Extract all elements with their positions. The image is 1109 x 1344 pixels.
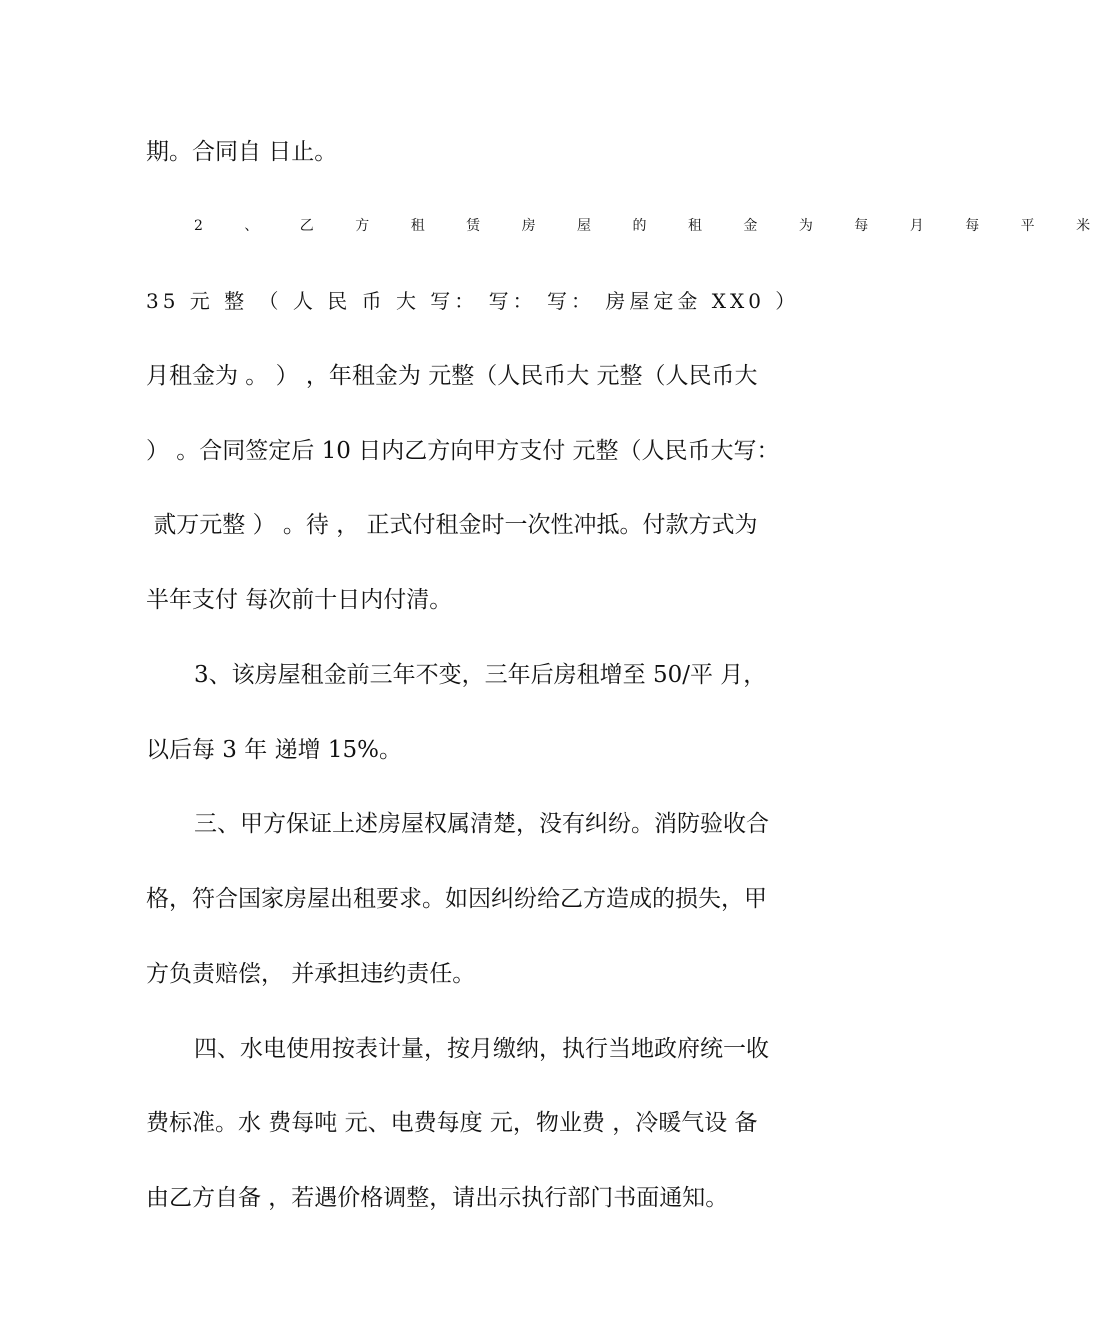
text-line: 2 、 乙 方 租 赁 房 屋 的 租 金 为 每 月 每 平 米 [194,218,1109,234]
text-line: 由乙方自备 ，若遇价格调整，请出示执行部门书面通知。 [146,1185,729,1211]
text-line: 以后每 3 年 递增 15%。 [146,737,402,763]
text-line: 35 元 整 （ 人 民 币 大 写： 写： 写： 房屋定金 XX0 ） [146,289,800,313]
text-line: 月租金为 。 ） ，年租金为 元整（人民币大 元整（人民币大 [146,363,758,389]
text-line: 三、甲方保证上述房屋权属清楚，没有纠纷。消防验收合 [194,811,769,837]
text-line: 格，符合国家房屋出租要求。如因纠纷给乙方造成的损失，甲 [146,886,767,912]
text-line: 四、水电使用按表计量，按月缴纳，执行当地政府统一收 [194,1036,769,1062]
text-line: 费标准。水 费每吨 元、电费每度 元，物业费 ，冷暖气设 备 [146,1110,758,1136]
text-line: ） 。合同签定后 10 日内乙方向甲方支付 元整（人民币大写： [146,438,780,464]
text-line: 半年支付 每次前十日内付清。 [146,587,453,613]
text-line: 方负责赔偿， 并承担违约责任。 [146,961,476,987]
text-line: 3、该房屋租金前三年不变，三年后房租增至 50/平 月， [194,662,767,688]
text-line: 期。合同自 日止。 [146,139,338,165]
text-line: 贰万元整 ） 。待 ， 正式付租金时一次性冲抵。付款方式为 [146,512,758,538]
